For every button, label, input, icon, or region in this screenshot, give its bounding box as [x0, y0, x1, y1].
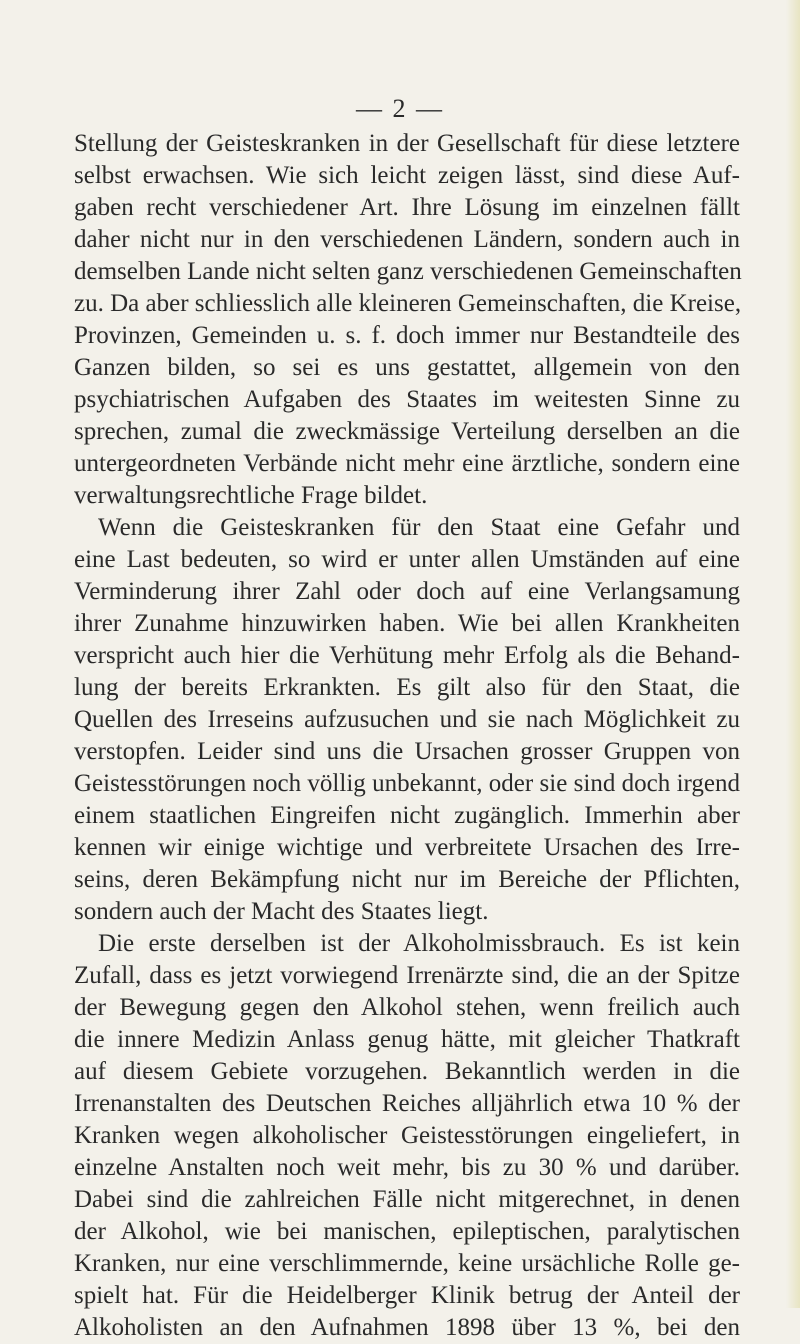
text-line: gaben recht verschiedener Art. Ihre Lösung im einzelnen fällt	[74, 194, 740, 221]
text-line: Stellung der Geisteskranken in der Gesellschaft für diese letztere	[74, 130, 740, 157]
text-line: die innere Medizin Anlass genug hätte, mit gleicher Thatkraft	[74, 1026, 740, 1053]
text-line: Geistesstörungen noch völlig unbekannt, oder sie sind doch irgend	[74, 770, 740, 797]
text-line: seins, deren Bekämpfung nicht nur im Bereiche der Pflichten,	[74, 866, 740, 893]
text-line: psychiatrischen Aufgaben des Staates im weitesten Sinne zu	[74, 386, 740, 413]
text-line: einzelne Anstalten noch weit mehr, bis zu 30 % und darüber.	[74, 1154, 740, 1181]
text-line: sprechen, zumal die zweckmässige Verteilung derselben an die	[74, 418, 740, 445]
text-line: ihrer Zunahme hinzuwirken haben. Wie bei allen Krankheiten	[74, 610, 740, 637]
text-line: kennen wir einige wichtige und verbreitete Ursachen des Irre-	[74, 834, 740, 861]
text-line: Wenn die Geisteskranken für den Staat eine Gefahr und	[98, 514, 740, 541]
text-line: eine Last bedeuten, so wird er unter allen Umständen auf eine	[74, 546, 740, 573]
text-line: lung der bereits Erkrankten. Es gilt also für den Staat, die	[74, 674, 740, 701]
text-line: auf diesem Gebiete vorzugehen. Bekanntlich werden in die	[74, 1058, 740, 1085]
page-number: — 2 —	[356, 94, 444, 123]
text-line: der Alkohol, wie bei manischen, epileptischen, paralytischen	[74, 1218, 740, 1245]
text-line: verspricht auch hier die Verhütung mehr Erfolg als die Behand-	[74, 642, 740, 669]
text-line: Kranken, nur eine verschlimmernde, keine ursächliche Rolle ge-	[74, 1250, 740, 1277]
text-line: selbst erwachsen. Wie sich leicht zeigen lässt, sind diese Auf-	[74, 162, 740, 189]
text-line: Dabei sind die zahlreichen Fälle nicht mitgerechnet, in denen	[74, 1186, 740, 1213]
page-edge-stain	[786, 0, 800, 1308]
text-line: untergeordneten Verbände nicht mehr eine ärztliche, sondern eine	[74, 450, 740, 477]
text-line: Ganzen bilden, so sei es uns gestattet, allgemein von den	[74, 354, 740, 381]
text-line: Kranken wegen alkoholischer Geistesstörungen eingeliefert, in	[74, 1122, 740, 1149]
text-line: Die erste derselben ist der Alkoholmissbrauch. Es ist kein	[98, 930, 740, 957]
text-line: spielt hat. Für die Heidelberger Klinik betrug der Anteil der	[74, 1282, 740, 1309]
text-line: Verminderung ihrer Zahl oder doch auf eine Verlangsamung	[74, 578, 740, 605]
text-line: sondern auch der Macht des Staates liegt.	[74, 898, 489, 925]
text-line: verstopfen. Leider sind uns die Ursachen grosser Gruppen von	[74, 738, 740, 765]
text-line: Provinzen, Gemeinden u. s. f. doch immer nur Bestandteile des	[74, 322, 740, 349]
text-line: einem staatlichen Eingreifen nicht zugänglich. Immerhin aber	[74, 802, 740, 829]
text-line: Zufall, dass es jetzt vorwiegend Irrenärzte sind, die an der Spitze	[74, 962, 740, 989]
body-text	[74, 128, 740, 1344]
text-line: Irrenanstalten des Deutschen Reiches alljährlich etwa 10 % der	[74, 1090, 740, 1117]
text-line: demselben Lande nicht selten ganz verschiedenen Gemeinschaften	[74, 258, 742, 285]
text-line: daher nicht nur in den verschiedenen Ländern, sondern auch in	[74, 226, 740, 253]
text-line: zu. Da aber schliesslich alle kleineren Gemeinschaften, die Kreise,	[74, 290, 742, 317]
text-line: Alkoholisten an den Aufnahmen 1898 über 13 %, bei den	[74, 1314, 740, 1341]
text-line: der Bewegung gegen den Alkohol stehen, wenn freilich auch	[74, 994, 740, 1021]
text-line: verwaltungsrechtliche Frage bildet.	[74, 482, 428, 509]
text-line: Quellen des Irreseins aufzusuchen und sie nach Möglichkeit zu	[74, 706, 740, 733]
